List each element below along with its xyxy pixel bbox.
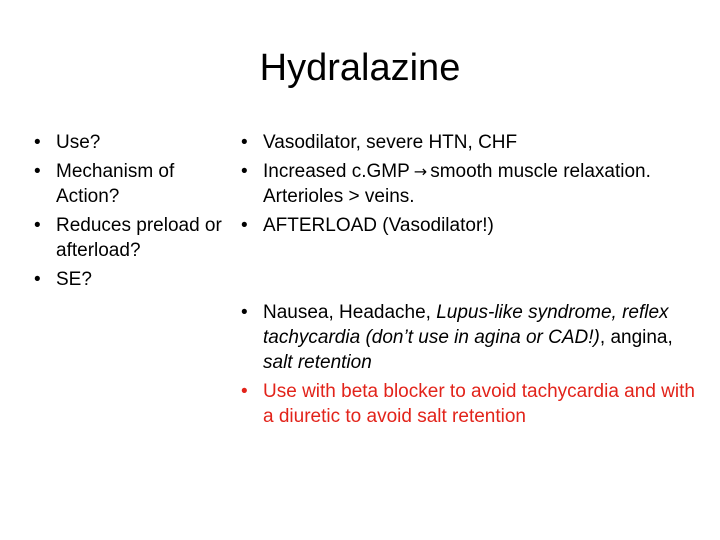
- answer-se-2: Lupus-like syndrome, reflex tachycardia (don’t use in agina or CAD!): [263, 302, 669, 348]
- bullet-icon: •: [34, 132, 41, 153]
- question-item: [30, 267, 230, 292]
- answer-item: [237, 130, 707, 155]
- answer-mechanism-part2: smooth muscle relaxation. Arterioles > veins.: [263, 161, 651, 207]
- question-item: [30, 159, 230, 209]
- answer-use: Vasodilator, severe HTN, CHF: [263, 132, 518, 153]
- slide-title: Hydralazine: [259, 47, 461, 89]
- question-load: Reduces preload or afterload?: [56, 215, 222, 261]
- answer-note: Use with beta blocker to avoid tachycardia and with a diuretic to avoid salt retention: [263, 381, 695, 427]
- bullet-icon: •: [241, 161, 248, 182]
- spacer: [237, 242, 707, 300]
- question-mechanism: Mechanism of Action?: [56, 161, 175, 207]
- bullet-icon: •: [34, 269, 41, 290]
- bullet-icon: •: [241, 302, 248, 323]
- question-item: [30, 213, 230, 263]
- bullet-icon: •: [241, 132, 248, 153]
- answer-item: [237, 213, 707, 238]
- bullet-icon: •: [34, 215, 41, 236]
- answer-se-3: , angina,: [599, 327, 673, 348]
- answer-item: [237, 159, 707, 209]
- questions-list: [30, 130, 230, 296]
- bullet-icon: •: [241, 215, 248, 236]
- question-item: [30, 130, 230, 155]
- answers-list: [237, 130, 707, 433]
- answer-se-1: Nausea, Headache,: [263, 302, 437, 323]
- answer-mechanism-part1: Increased c.GMP: [263, 161, 410, 182]
- answer-item-highlight: [237, 379, 707, 429]
- answer-item: [237, 300, 707, 375]
- answer-se-4: salt retention: [263, 352, 372, 373]
- right-arrow-icon: →: [413, 162, 428, 181]
- bullet-icon: •: [241, 381, 248, 402]
- answer-load: AFTERLOAD (Vasodilator!): [263, 215, 494, 236]
- bullet-icon: •: [34, 161, 41, 182]
- question-use: Use?: [56, 132, 101, 153]
- question-side-effects: SE?: [56, 269, 92, 290]
